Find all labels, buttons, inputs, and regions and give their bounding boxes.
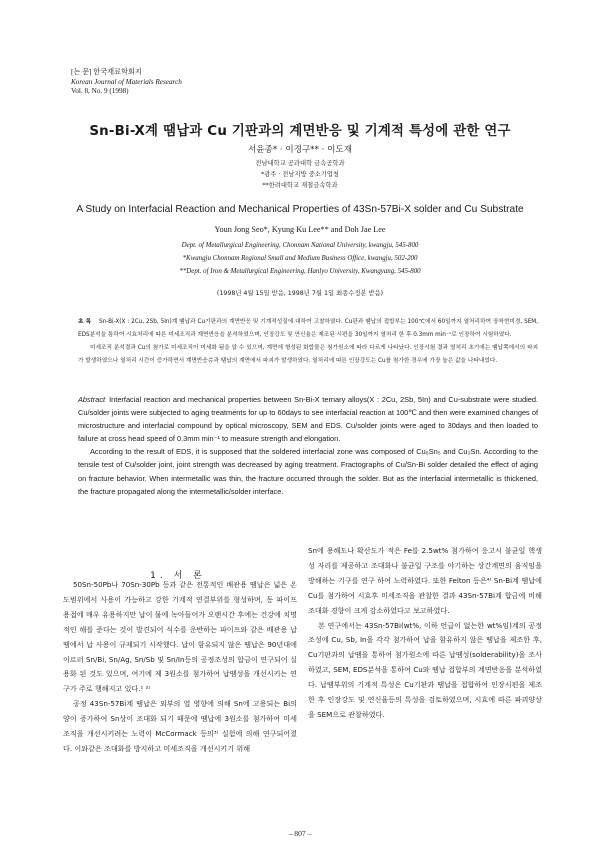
authors-korean: 서윤종* · 이경구** · 이도재 [248, 145, 352, 155]
right-paragraph-1: Sn에 용해도나 확산도가 적은 Fe를 2.5wt% 첨가하여 응고시 불균일 핵생성 자리를 제공하고 조대화나 불균일 구조를 야기하는 상간계면의 움직임을 방해하는 기구를 연구 하여 노력하였다. 또한 Felton 등은⁴⁾ Sn-Bi계 땜납에 Cu를 첨가하여 시효후 미세조직을 관찰한 결과 43Sn-57Bi계 합금에 비해 조대화 경향이 크게 감소하였다고 보고하였다. [308, 546, 542, 615]
received-dates: (1998년 4월 15일 받음, 1998년 7월 1일 최종수정본 받음) [216, 290, 384, 297]
left-paragraph-1: 50Sn-50Pb나 70Sn-30Pb 등과 같은 전통적인 배관용 땜납은 넓은 온도범위에서 사용이 가능하고 강한 기계적 연결부위를 형성하며, 동 파이프 용접에 매우 유용하지만 납이 물에 녹아들어가 오랜시간 후에는 건강에 치명적인 해를 준다는 것이 발견되어 식수를 운반하는 파이프와 같은 배관용 납땜에서 납 사용이 규제되기 시작했다. 납이 함유되지 않은 땜납은 90년대에 이르러 Sn/Bi, Sn/Ag, Sn/Sb 및 Sn/In등의 공정조성의 합금이 연구되어 실용화 된 것도 있으며, 여기에 제 3원소를 첨가하여 납땜성을 개선시키는 연구가 주로 행해지고 있다.¹ ²⁾ [63, 580, 297, 694]
abstract-english [78, 393, 538, 498]
journal-header [71, 68, 182, 97]
abstract-en-paragraph-2: According to the result of EDS, it is supposed that the soldered interfacial zone was composed of Cu₆Sn₅ and Cu₃Sn. According to the tensile test of Cu/solder joint, joint strength was decreased by aging treatment. Fractographs of Cu/Sn-Bi solder detailed the effect of aging on fracture behavior. When intermetallic was thin, the fracture occurred through the solder. But as the interfacial intermetallic is thickened, the fracture propagated along the intermetallic/solder interface. [78, 447, 538, 496]
affiliation-en-1: Dept. of Metallurgical Engineering, Chonnam National University, kwangju, 545-800 [181, 242, 419, 249]
title-korean: Sn-Bi-X계 땜납과 Cu 기판과의 계면반응 및 기계적 특성에 관한 연구 [89, 124, 511, 139]
journal-volume: Vol. 8, No. 9 (1998) [71, 87, 129, 95]
abstract-en-label: Abstract [78, 395, 106, 404]
affiliation-en-2: *Kwangju Chonnam Regional Small and Medium Business Office, kwangju, 502-200 [182, 255, 418, 262]
affiliation-kr-3: **한려대학교 재철금속학과 [262, 182, 338, 189]
abstract-kr-paragraph-2: 미세조직 분석결과 Cu의 첨가로 미세조직이 미세화 됨을 알 수 있으며, 계면에 형성된 화합물은 첨가원소에 따라 다르게 나타났다. 인장시험 결과 열처리 초기에는 땜납쪽에서의 파괴가 발생하였으나 열처리 시간이 증가하면서 계면반응층과 땜납의 계면에서 파괴가 발생하였다. 열처리에 따른 인장강도는 Cu를 첨가한 경우에 가장 높은 값을 나타내었다. [78, 345, 538, 364]
journal-name-en: Korean Journal of Materials Research [71, 77, 182, 86]
journal-name-kr: [논 문] 한국재료학회지 [71, 68, 142, 76]
section-introduction-title: 1. 서 론 [150, 571, 206, 581]
abstract-kr-paragraph-1 [78, 316, 538, 342]
right-paragraph-2: 본 연구에서는 43Sn-57Bi(wt%, 이하 언급이 없는한 wt%임)계의 공정조성에 Cu, Sb, In을 각각 첨가하여 납을 함유하지 않은 땜납을 제조한 후, Cu기판과의 납땜을 통하여 첨가원소에 따른 납땜성(solderability)을 조사하였고, SEM, EDS분석을 통하여 Cu와 땜납 접합부의 계면반응을 분석하였다. 납땜부위의 기계적 특성은 Cu기판과 땜납을 접합하여 인장시편을 제조한 후 인장강도 및 연신율등의 특성을 검토하였으며, 시효에 따른 파괴양상을 SEM으로 관찰하였다. [308, 620, 542, 719]
body-right-column [308, 544, 542, 723]
abstract-kr-text-1: Sn-Bi-X(X : 2Cu, 2Sb, 5In)계 땜납과 Cu기판과의 계면반응 및 기계적성질에 대하여 고찰하였다. Cu판과 땜납의 접합부는 100℃에서 60일까지 열처리하여 장착현미경, SEM, EDS분석을 통하여 시효처리에 따른 미세조직과 계면반응을 분석하였으며, 인장강도 및 연신율은 제조된 시편을 30일까지 열처리 한 후 0.3mm min⁻¹로 인장하여 시험하였다. [78, 319, 538, 338]
abstract-en-text-1: Interfacial reaction and mechanical properties between Sn-Bi-X ternary alloys(X : 2Cu, 2Sb, 5In) and Cu-substrate were studied. Cu/solder joints were subjected to aging treatments for up to 60days to see interfacial reaction at 100℃ and then were examined changes of microstructure and interfacial compound by optical microscopy, SEM and EDS. Cu/solder joints were aged to 30days and then loaded to failure at cross head speed of 0.3mm min⁻¹ to measure strength and elongation. [78, 395, 538, 444]
left-paragraph-2: 공정 43Sn-57Bi계 땜납은 외부의 열 영향에 의해 Sn에 고용되는 Bi의 양이 증가하여 Sn상이 조대화 되기 때문에 땜납에 3원소를 첨가하여 미세 조직을 개선시키려는 노력이 McCormack 등의³⁾ 실험에 의해 연구되어졌다. 이와같은 조대화를 방지하고 미세조직을 개선시키기 위해 [63, 699, 297, 753]
title-english: A Study on Interfacial Reaction and Mechanical Properties of 43Sn-57Bi-X solder and Cu Substrate [76, 204, 524, 215]
body-left-column [63, 578, 297, 757]
affiliation-kr-2: *광주 · 전남지방 중소기업청 [260, 171, 340, 178]
abstract-korean [78, 316, 538, 368]
authors-english: Youn Jong Seo*, Kyung Ku Lee** and Doh Jae Lee [214, 225, 386, 234]
affiliation-kr-1: 전남대학교 공과대학 금속공학과 [255, 160, 345, 167]
abstract-en-paragraph-1 [78, 393, 538, 445]
affiliation-en-3: **Dept. of Iron & Metallurgical Engineering, Hanlyo University, Kwangyang, 545-800 [179, 268, 421, 275]
abstract-kr-label: 초 록 [78, 319, 92, 325]
page-number: – 807 – [288, 829, 312, 838]
